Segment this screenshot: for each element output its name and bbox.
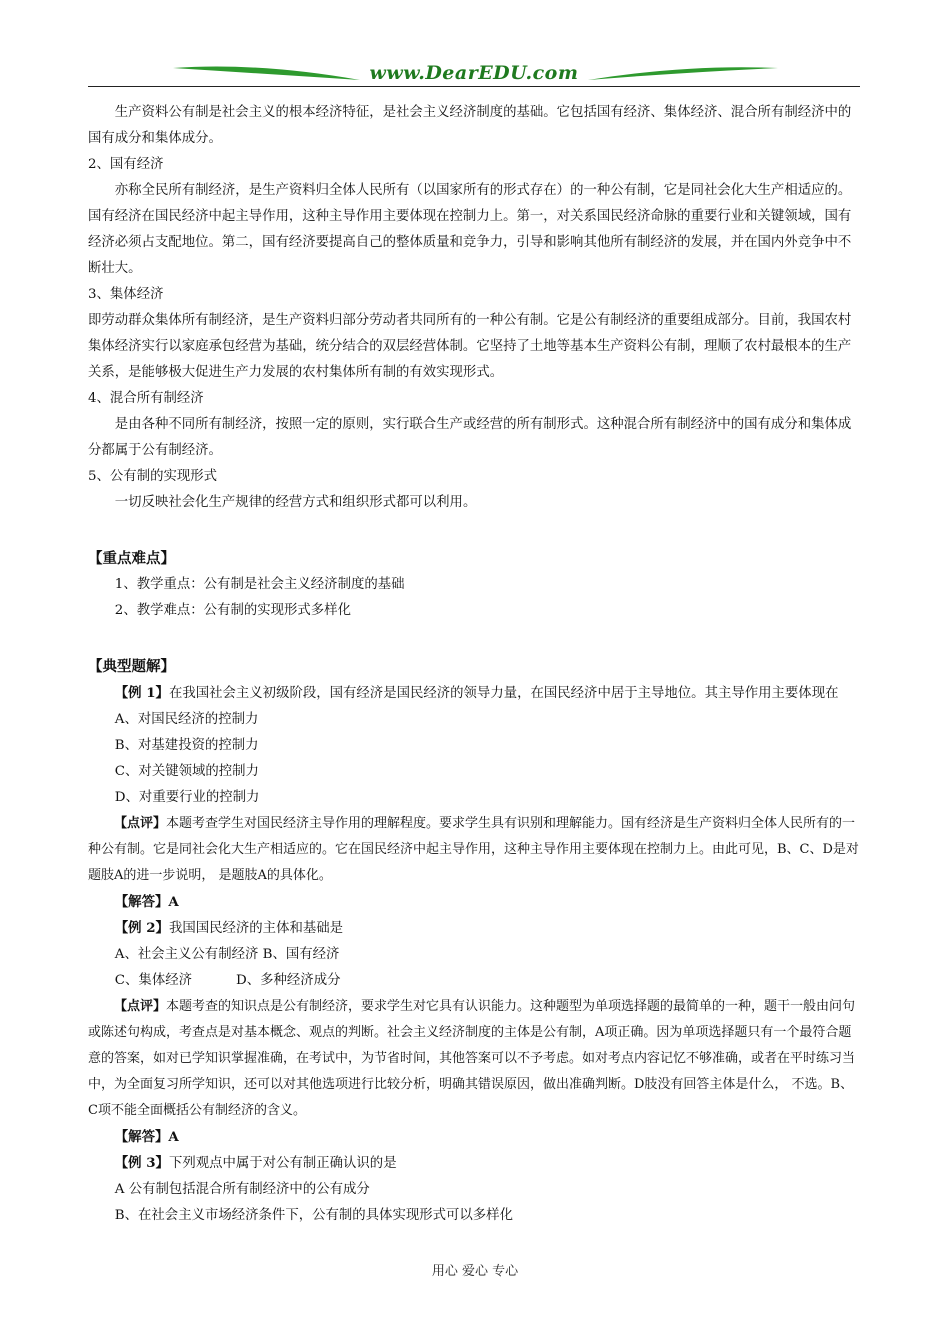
example-2-tag: 【例 2】 xyxy=(114,920,169,936)
example-3-option-b: B、在社会主义市场经济条件下，公有制的具体实现形式可以多样化 xyxy=(114,1208,513,1223)
section-title-examples: 【典型题解】 xyxy=(88,658,175,675)
heading-mixed-economy: 4、混合所有制经济 xyxy=(88,391,204,406)
example-2-options-ab: A、社会主义公有制经济 B、国有经济 xyxy=(114,947,340,962)
example-1-option-a: A、对国民经济的控制力 xyxy=(114,712,259,727)
example-1-text: 在我国社会主义初级阶段，国有经济是国民经济的领导力量，在国民经济中居于主导地位。其主导作用主要体现在 xyxy=(168,686,839,701)
page-footer: 用心 爱心 专心 xyxy=(431,1264,519,1279)
heading-collective-economy: 3、集体经济 xyxy=(88,287,164,302)
example-3-tag: 【例 3】 xyxy=(114,1155,169,1171)
site-logo-text[interactable]: www.DearEDU.com xyxy=(369,62,579,84)
paragraph-collective-economy: 即劳动群众集体所有制经济，是生产资料归部分劳动者共同所有的一种公有制。它是公有制经济的重要组成部分。目前，我国农村集体经济实行以家庭承包经营为基础，统分结合的双层经营体制。它坚持了土地等基本生产资料公有制，理顺了农村最根本的生产关系，是能够极大促进生产力发展的农村集体所有制的有效实现形式。 xyxy=(88,313,852,380)
paragraph-state-economy: 亦称全民所有制经济，是生产资料归全体人民所有（以国家所有的形式存在）的一种公有制，它是同社会化大生产相适应的。国有经济在国民经济中起主导作用，这种主导作用主要体现在控制力上。第一，对关系国民经济命脉的重要行业和关键领域，国有经济必须占支配地位。第二，国有经济要提高自己的整体质量和竞争力，引导和影响其他所有制经济的发展，并在国内外竞争中不断壮大。 xyxy=(88,183,852,276)
example-1-answer: 【解答】A xyxy=(114,894,179,910)
section-title-key-points: 【重点难点】 xyxy=(88,550,175,567)
heading-realization-forms: 5、公有制的实现形式 xyxy=(88,469,218,484)
example-2-comment-tag: 【点评】 xyxy=(114,999,167,1014)
example-1-comment xyxy=(88,811,860,889)
example-2-text: 我国国民经济的主体和基础是 xyxy=(168,921,344,936)
example-1-option-b: B、对基建投资的控制力 xyxy=(114,738,259,753)
example-1-option-c: C、对关键领域的控制力 xyxy=(114,764,259,779)
example-2-question xyxy=(88,915,860,942)
example-2-comment xyxy=(88,994,860,1124)
page-header xyxy=(88,58,860,90)
header-rule xyxy=(88,86,860,87)
example-2-option-d: D、多种经济成分 xyxy=(236,973,341,988)
key-point-item: 1、教学重点：公有制是社会主义经济制度的基础 xyxy=(114,577,405,592)
example-2-options-cd xyxy=(88,968,860,994)
example-1-option-d: D、对重要行业的控制力 xyxy=(114,790,260,805)
example-1-comment-tag: 【点评】 xyxy=(114,816,167,831)
heading-state-economy: 2、国有经济 xyxy=(88,157,164,172)
example-1-tag: 【例 1】 xyxy=(114,685,169,701)
example-2-option-c: C、集体经济 xyxy=(114,973,192,988)
example-2-comment-text: 本题考查的知识点是公有制经济，要求学生对它具有认识能力。这种题型为单项选择题的最简单的一种，题干一般由问句或陈述句构成，考查点是对基本概念、观点的判断。社会主义经济制度的主体是公有制，A项正确。因为单项选择题只有一个最符合题意的答案，如对已学知识掌握准确，在考试中，为节省时间，其他答案可以不予考虑。如对考点内容记忆不够准确，或者在平时练习当中，为全面复习所学知识，还可以对其他选项进行比较分析，明确其错误原因，做出准确判断。D肢没有回答主体是什么， 不选。B、C项不能全面概括公有制经济的含义。 xyxy=(88,999,856,1118)
paragraph-intro: 生产资料公有制是社会主义的根本经济特征，是社会主义经济制度的基础。它包括国有经济、集体经济、混合所有制经济中的国有成分和集体成分。 xyxy=(88,105,852,146)
example-3-question xyxy=(88,1150,860,1177)
example-3-option-a: A 公有制包括混合所有制经济中的公有成分 xyxy=(114,1182,370,1197)
example-3-text: 下列观点中属于对公有制正确认识的是 xyxy=(168,1156,397,1171)
example-2-answer: 【解答】A xyxy=(114,1129,179,1145)
paragraph-mixed-economy: 是由各种不同所有制经济，按照一定的原则，实行联合生产或经营的所有制形式。这种混合所有制经济中的国有成分和集体成分都属于公有制经济。 xyxy=(88,417,852,458)
key-point-item: 2、教学难点：公有制的实现形式多样化 xyxy=(114,603,351,618)
example-1-comment-text: 本题考查学生对国民经济主导作用的理解程度。要求学生具有识别和理解能力。国有经济是生产资料归全体人民所有的一种公有制。它是同社会化大生产相适应的。它在国民经济中起主导作用，这种主导作用主要体现在控制力上。由此可见，B、C、D是对题肢A的进一步说明， 是题肢A的具体化。 xyxy=(88,816,859,883)
paragraph-realization-forms: 一切反映社会化生产规律的经营方式和组织形式都可以利用。 xyxy=(114,495,477,510)
example-1-question xyxy=(88,680,860,707)
document-body xyxy=(88,100,860,1229)
